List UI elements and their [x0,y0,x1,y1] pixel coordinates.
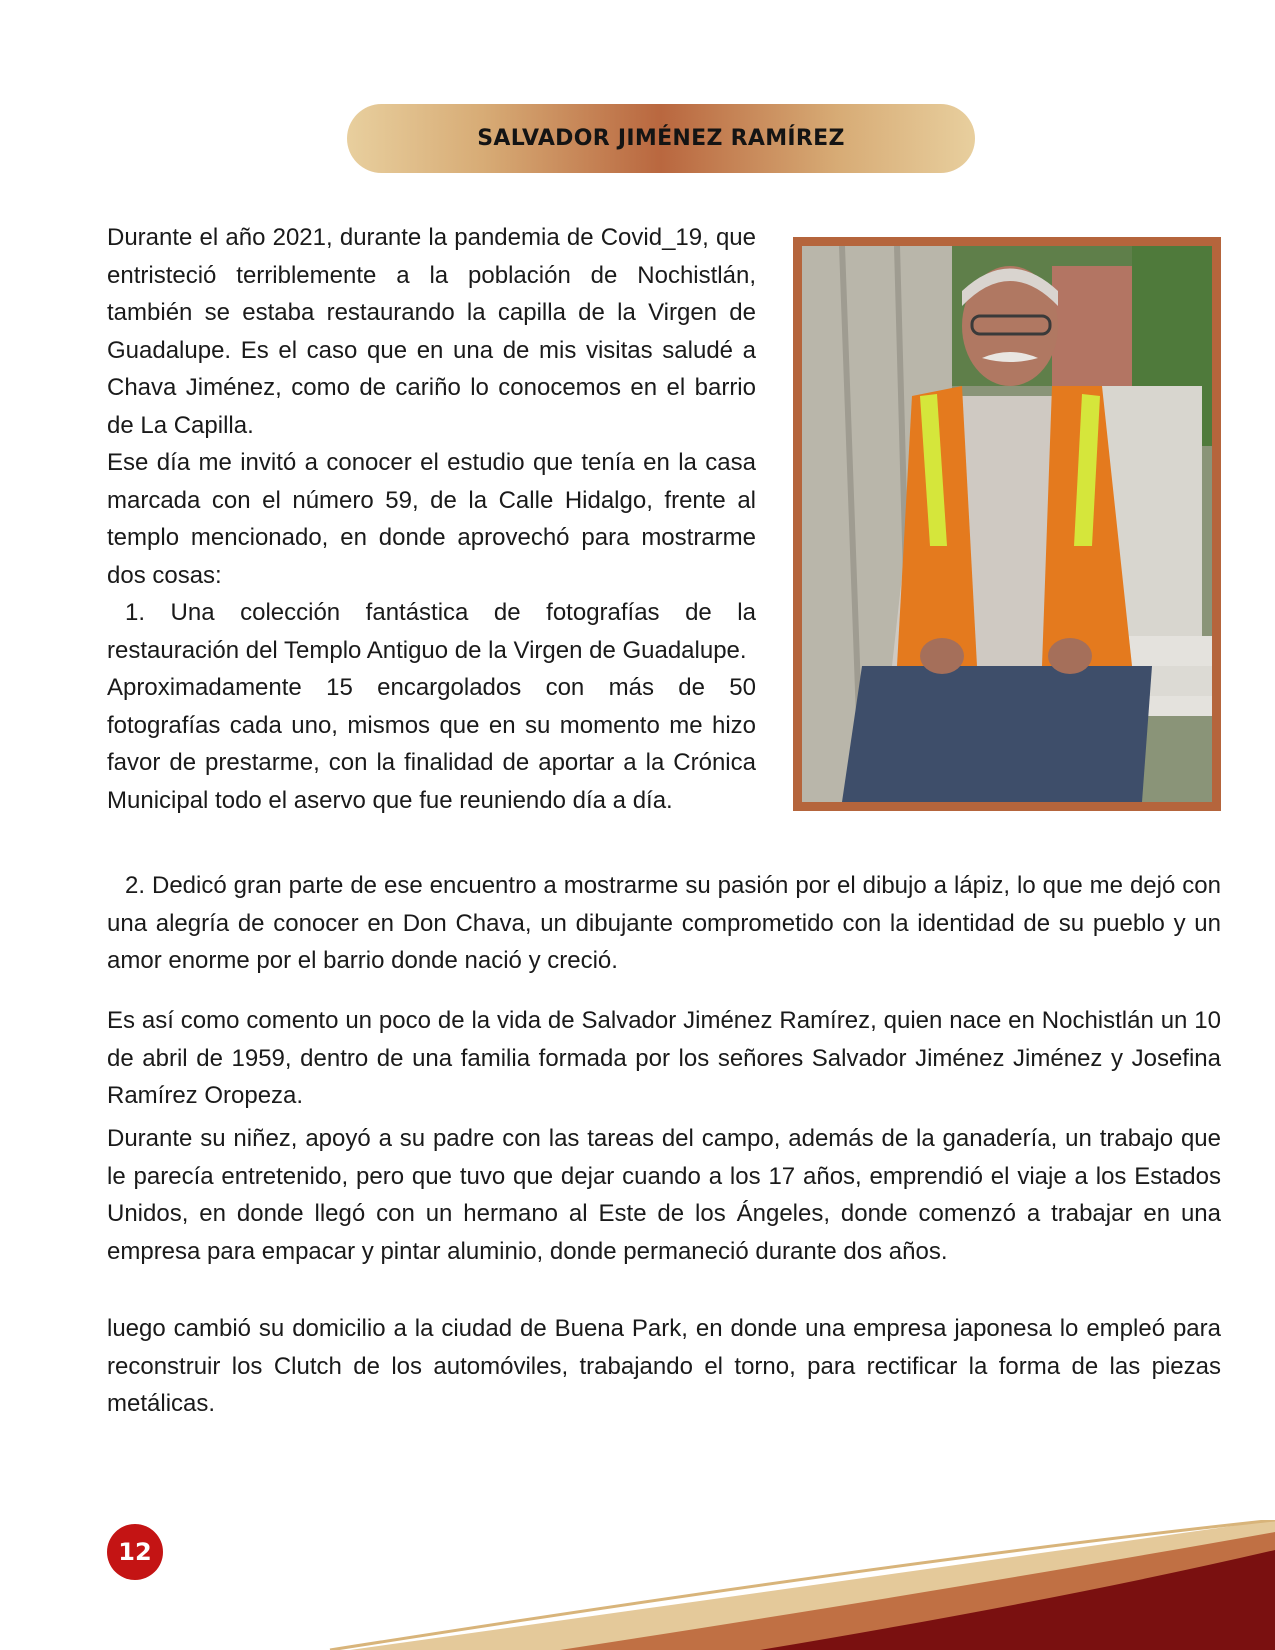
birth-paragraph: Es así como comento un poco de la vida de Salvador Jiménez Ramírez, quien nace en Nochistlán un 10 de abril de 1959, dentro de una familia formada por los señores Salvador Jiménez Jiménez y Josefina Ramírez Oropeza. [107,1007,1221,1109]
page-title: SALVADOR JIMÉNEZ RAMÍREZ [477,126,845,151]
collection-paragraph: Aproximadamente 15 encargolados con más de 50 fotografías cada uno, mismos que en su momento me hizo favor de prestarme, con la finalidad de aportar a la Crónica Municipal todo el aservo que fue reuniendo día a día. [107,674,756,814]
page-number: 12 [118,1538,152,1566]
childhood-paragraph: Durante su niñez, apoyó a su padre con las tareas del campo, además de la ganadería, un trabajo que le parecía entretenido, pero que tuvo que dejar cuando a los 17 años, emprendió el viaje a los Estados Unidos, en donde llegó con un hermano al Este de los Ángeles, donde comenzó a trabajar en una empresa para empacar y pintar aluminio, donde permaneció durante dos años. [107,1125,1221,1265]
intro-paragraph: Durante el año 2021, durante la pandemia de Covid_19, que entristeció terriblemente a la población de Nochistlán, también se estaba restaurando la capilla de la Virgen de Guadalupe. Es el caso que en una de mis visitas saludé a Chava Jiménez, como de cariño lo conocemos en el barrio de La Capilla. [107,224,756,439]
title-banner [347,104,975,173]
list-item-two: 2. Dedicó gran parte de ese encuentro a mostrarme su pasión por el dibujo a lápiz, lo que me dejó con una alegría de conocer en Don Chava, un dibujante comprometido con la identidad de su pueblo y un amor enorme por el barrio donde nació y creció. [107,872,1221,974]
studio-paragraph: Ese día me invitó a conocer el estudio que tenía en la casa marcada con el número 59, de la Calle Hidalgo, frente al templo mencionado, en donde aprovechó para mostrarme dos cosas: [107,449,756,589]
portrait-illustration [802,246,1212,802]
body-paragraph-buena-park [107,1310,1221,1423]
list-item-one: 1. Una colección fantástica de fotografías de la restauración del Templo Antiguo de la Virgen de Guadalupe. [107,599,756,664]
body-paragraph-birth [107,1002,1221,1115]
body-paragraph-drawing [107,867,1221,980]
body-paragraph-childhood [107,1120,1221,1270]
portrait-frame [793,237,1221,811]
intro-column [107,219,756,819]
portrait-photo [802,246,1212,802]
footer-swoosh-decoration [0,1520,1275,1650]
buena-park-paragraph: luego cambió su domicilio a la ciudad de Buena Park, en donde una empresa japonesa lo empleó para reconstruir los Clutch de los automóviles, trabajando el torno, para rectificar la forma de las piezas metálicas. [107,1315,1221,1417]
